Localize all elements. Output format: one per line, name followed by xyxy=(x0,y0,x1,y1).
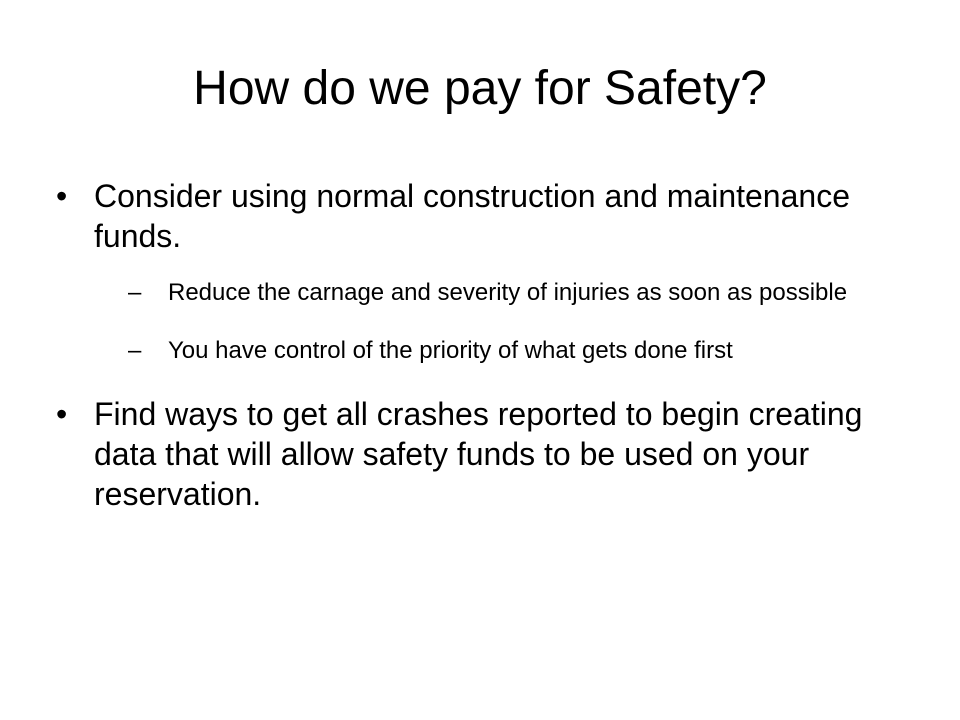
bullet-item xyxy=(56,176,906,256)
sub-text: You have control of the priority of what gets done first xyxy=(168,337,733,364)
sub-text: Reduce the carnage and severity of injuries as soon as possible xyxy=(168,279,848,306)
bullet-text: Consider using normal construction and maintenance funds. xyxy=(94,178,850,254)
slide-title: How do we pay for Safety? xyxy=(193,62,767,115)
slide-body xyxy=(56,176,906,514)
bullet-marker: • xyxy=(56,178,68,214)
bullet-item xyxy=(56,394,906,514)
bullet-marker: • xyxy=(56,396,68,432)
sub-item xyxy=(128,278,906,308)
sub-list xyxy=(128,278,906,366)
sub-marker: – xyxy=(128,337,142,364)
bullet-text: Find ways to get all crashes reported to begin creating data that will allow safety funds to be used on your reservation. xyxy=(94,396,863,512)
sub-item xyxy=(128,336,906,366)
sub-marker: – xyxy=(128,279,142,306)
